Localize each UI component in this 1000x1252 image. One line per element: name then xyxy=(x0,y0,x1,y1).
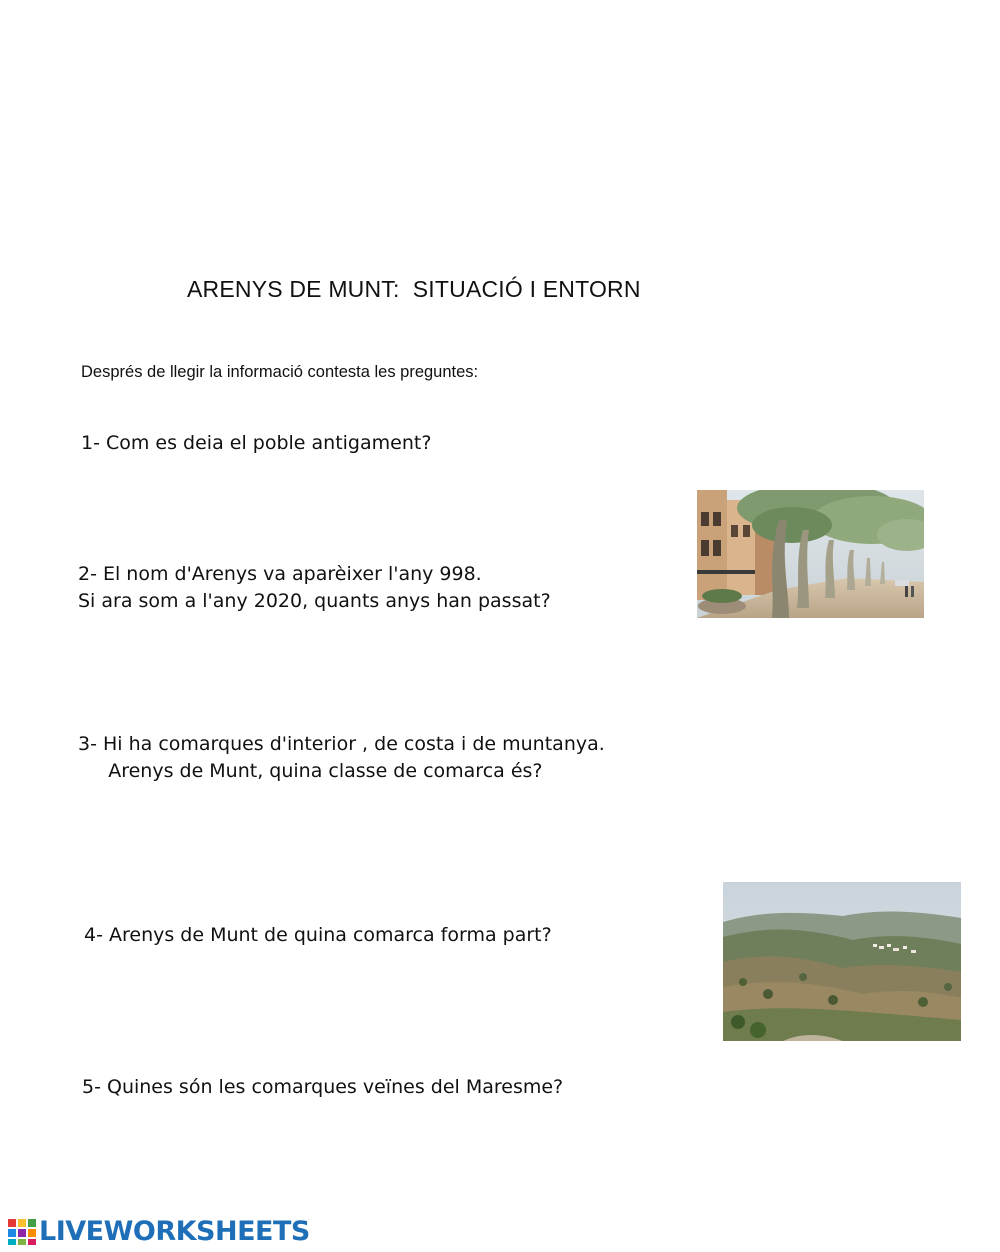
street-photo xyxy=(697,490,924,618)
liveworksheets-mark-icon xyxy=(8,1218,36,1246)
question-3: 3- Hi ha comarques d'interior , de costa i de muntanya. Arenys de Munt, quina classe de comarca és? xyxy=(78,733,605,782)
logo-text: LIVEWORKSHEETS xyxy=(39,1216,310,1247)
question-4: 4- Arenys de Munt de quina comarca forma part? xyxy=(84,924,552,946)
page-title: ARENYS DE MUNT: SITUACIÓ I ENTORN xyxy=(187,276,641,302)
question-5: 5- Quines són les comarques veïnes del Maresme? xyxy=(82,1076,564,1098)
question-2: 2- El nom d'Arenys va aparèixer l'any 998. Si ara som a l'any 2020, quants anys han passat? xyxy=(78,563,551,612)
question-1: 1- Com es deia el poble antigament? xyxy=(81,432,432,454)
instruction-text: Després de llegir la informació contesta les preguntes: xyxy=(81,363,479,381)
liveworksheets-logo xyxy=(8,1216,310,1248)
landscape-photo xyxy=(723,882,961,1041)
